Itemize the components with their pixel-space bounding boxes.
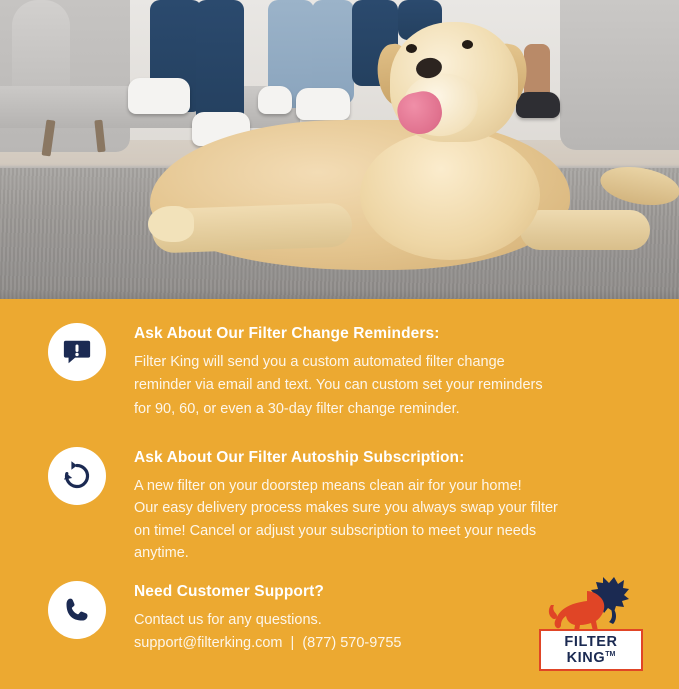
hero-photo <box>0 0 679 299</box>
section-heading: Need Customer Support? <box>134 583 324 600</box>
section-filter-change-reminders <box>48 323 648 421</box>
section-body-line: Contact us for any questions. <box>134 611 322 628</box>
section-autoship-subscription <box>48 447 648 564</box>
photo-shoe <box>516 92 560 118</box>
photo-shoe <box>296 88 350 120</box>
contact-separator: | <box>290 635 295 652</box>
support-phone[interactable]: (877) 570-9755 <box>302 635 402 652</box>
photo-couch-right <box>560 0 679 150</box>
photo-shoe <box>128 78 190 114</box>
section-body-line: for 90, 60, or even a 30-day filter change reminder. <box>134 400 460 417</box>
phone-icon <box>48 581 106 639</box>
logo-word-bottom <box>567 651 616 666</box>
section-text <box>134 447 648 564</box>
support-email[interactable]: support@filterking.com <box>134 635 283 652</box>
refresh-cycle-icon <box>48 447 106 505</box>
photo-shoe <box>258 86 292 114</box>
photo-dog-eye <box>462 40 473 49</box>
lion-icon <box>547 575 639 631</box>
info-panel <box>0 299 679 689</box>
logo-wordmark <box>539 629 643 671</box>
section-heading: Ask About Our Filter Autoship Subscription: <box>134 449 465 466</box>
photo-dog-hind-leg <box>520 210 650 250</box>
chat-alert-icon <box>48 323 106 381</box>
section-body-line: A new filter on your doorstep means clean air for your home! <box>134 477 522 494</box>
section-text <box>134 323 648 421</box>
photo-dog-eye <box>406 44 417 53</box>
photo-bottom-fade <box>0 289 679 299</box>
logo-trademark: TM <box>605 651 616 659</box>
section-body-line: on time! Cancel or adjust your subscription to meet your needs <box>134 522 537 539</box>
section-body-line: Our easy delivery process makes sure you always swap your filter <box>134 500 558 517</box>
photo-dog-chest <box>360 130 540 260</box>
section-heading: Ask About Our Filter Change Reminders: <box>134 325 440 342</box>
logo-word-king: KING <box>566 650 606 666</box>
section-body-line: reminder via email and text. You can custom set your reminders <box>134 377 543 394</box>
section-body-line: Filter King will send you a custom automated filter change <box>134 353 505 370</box>
brand-logo <box>539 575 643 671</box>
photo-dog-paw <box>148 206 194 242</box>
logo-word-top: FILTER <box>564 633 618 650</box>
section-body-line: anytime. <box>134 545 189 561</box>
photo-person-leg <box>196 0 244 126</box>
